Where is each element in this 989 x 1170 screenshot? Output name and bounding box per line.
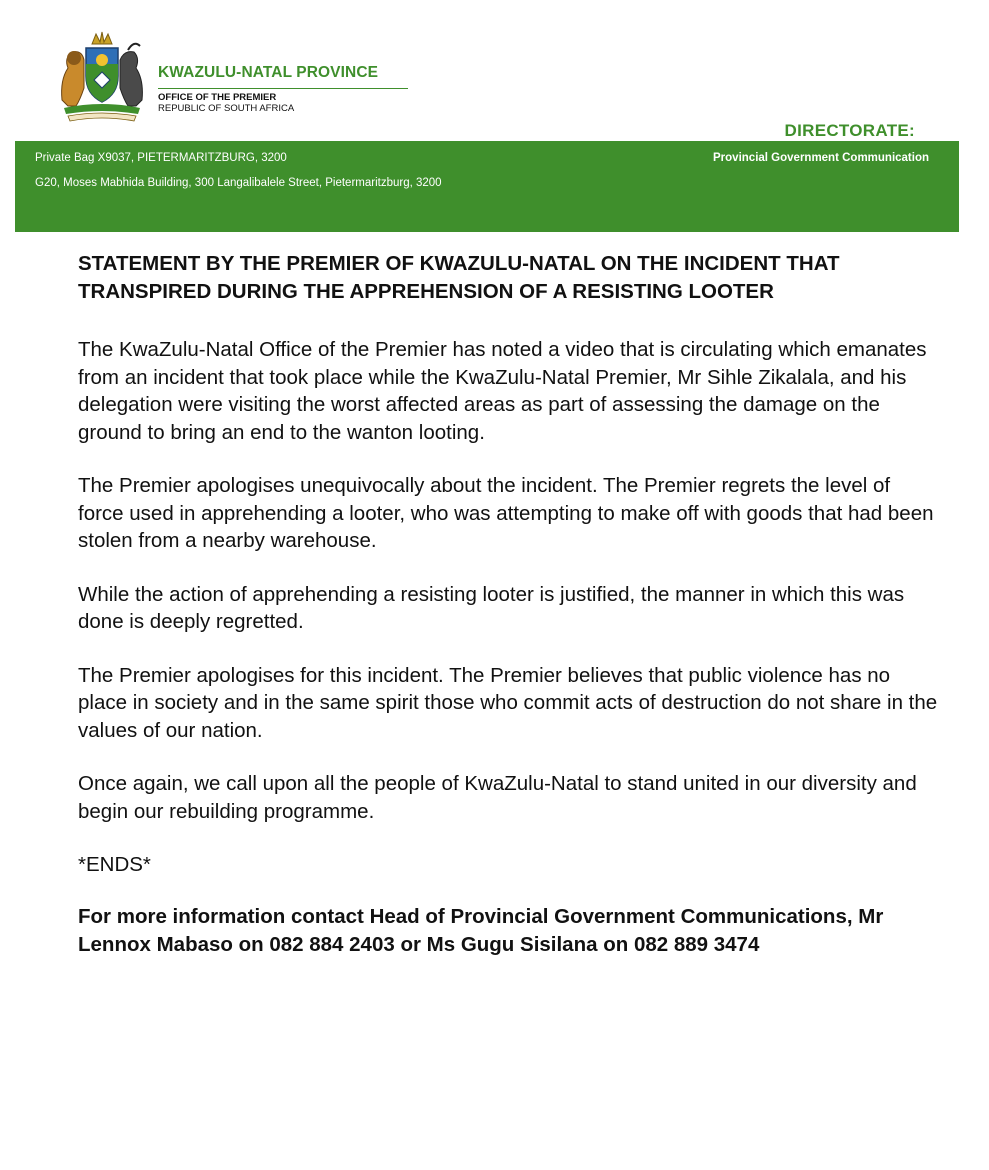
organisation-block [158,64,408,114]
street-address: G20, Moses Mabhida Building, 300 Langalibalele Street, Pietermaritzburg, 3200 [35,177,442,189]
paragraph: The Premier apologises unequivocally about the incident. The Premier regrets the level of force used in apprehending a looter, who was attempting to make off with goods that had been stolen from a nearby warehouse. [78,474,934,552]
statement-title: STATEMENT BY THE PREMIER OF KWAZULU-NATAL ON THE INCIDENT THAT TRANSPIRED DURING THE APPREHENSION OF A RESISTING LOOTER [78,252,840,303]
postal-address: Private Bag X9037, PIETERMARITZBURG, 3200 [35,152,287,164]
statement-body [78,250,938,959]
paragraph: While the action of apprehending a resisting looter is justified, the manner in which this was done is deeply regretted. [78,582,905,633]
directorate-name: Provincial Government Communication [713,152,929,164]
country-name: REPUBLIC OF SOUTH AFRICA [158,103,295,114]
letterhead [0,0,989,240]
paragraph: The KwaZulu-Natal Office of the Premier has noted a video that is circulating which emanates from an incident that took place while the KwaZulu-Natal Premier, Mr Sihle Zikalala, and his delegation were visiting the worst affected areas as part of assessing the damage on the ground to bring an end to the wanton looting. [78,338,927,444]
paragraph: Once again, we call upon all the people of KwaZulu-Natal to stand united in our diversity and begin our rebuilding programme. [78,772,917,823]
paragraph: The Premier apologises for this incident. The Premier believes that public violence has no place in society and in the same spirit those who commit acts of destruction do not share in the values of our nation. [78,663,938,742]
organisation-name: KWAZULU-NATAL PROVINCE [158,64,408,89]
address-band [15,141,959,232]
ends-marker: *ENDS* [78,853,151,876]
coat-of-arms-icon [54,30,150,122]
directorate-label: DIRECTORATE: [784,121,915,140]
office-name: OFFICE OF THE PREMIER [158,92,277,103]
contact-information: For more information contact Head of Provincial Government Communications, Mr Lennox Mabaso on 082 884 2403 or Ms Gugu Sisilana on 082 889 3474 [78,904,884,956]
